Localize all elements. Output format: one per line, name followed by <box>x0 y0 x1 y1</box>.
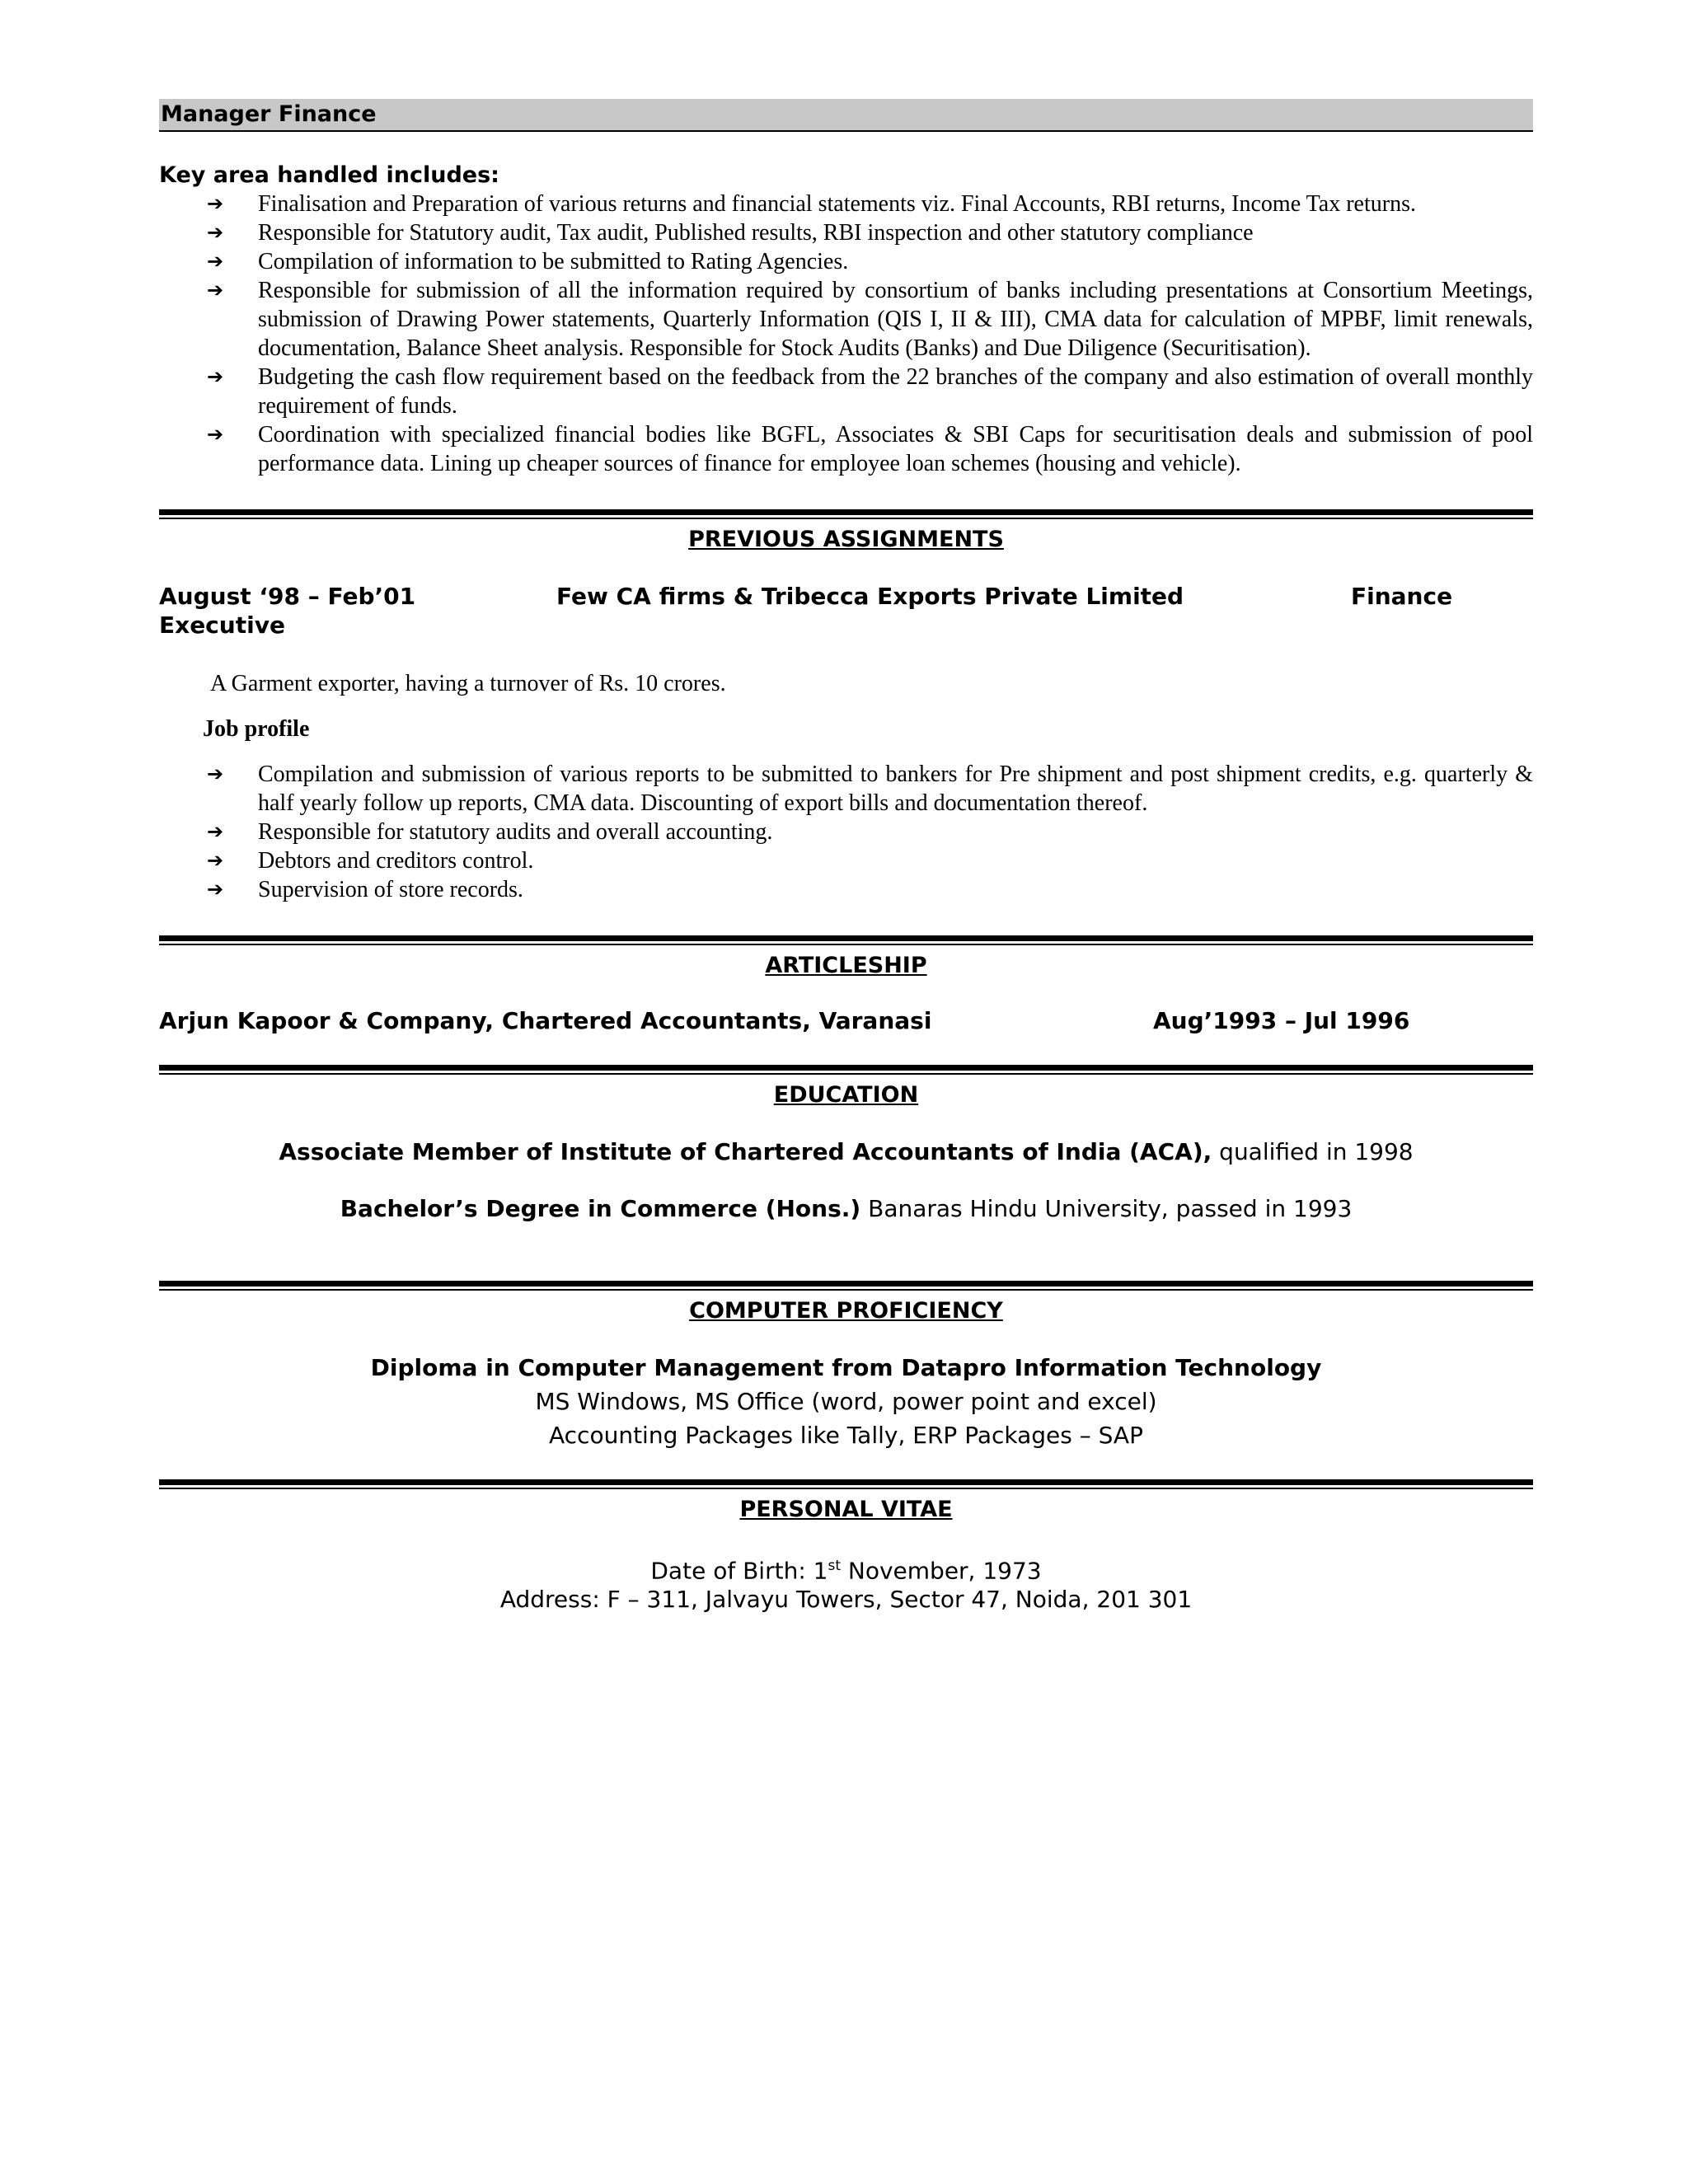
list-item: ➔ Supervision of store records. <box>207 877 523 902</box>
job-title-line2: Executive <box>159 612 285 639</box>
arrow-right-icon: ➔ <box>207 279 224 302</box>
previous-assignments-heading: PREVIOUS ASSIGNMENTS <box>688 527 1004 552</box>
arrow-right-icon: ➔ <box>207 365 224 388</box>
key-area-heading: Key area handled includes: <box>159 162 499 188</box>
computer-line3: Accounting Packages like Tally, ERP Packages – SAP <box>549 1422 1143 1449</box>
arrow-right-icon: ➔ <box>207 762 224 785</box>
job-profile-label: Job profile <box>203 716 310 742</box>
job-title-line1: Finance <box>1351 583 1453 610</box>
list-item: ➔ Responsible for submission of all the information required by consortium of banks including presentations at Consortium Meetings, submission of Drawing Power statements, Quarterly Information (QIS I, II & III), CMA data for calculation of MPBF, limit renewals, documentation, Balance Sheet analysis. Responsible for Stock Audits (Banks) and Due Diligence (Securitisation). <box>207 278 1533 361</box>
job-company: Few CA firms & Tribecca Exports Private Limited <box>556 583 1184 610</box>
resume-page <box>159 99 1533 1614</box>
company-description: A Garment exporter, having a turnover of Rs. 10 crores. <box>210 671 726 696</box>
arrow-right-icon: ➔ <box>207 878 224 901</box>
list-item: ➔ Coordination with specialized financial bodies like BGFL, Associates & SBI Caps for securitisation deals and submission of pool performance data. Lining up cheaper sources of finance for employee loan schemes (housing and vehicle). <box>207 422 1533 476</box>
articleship-period: Aug’1993 – Jul 1996 <box>1153 1007 1410 1034</box>
articleship-row <box>159 1006 1533 1035</box>
arrow-right-icon: ➔ <box>207 423 224 446</box>
education-aca: Associate Member of Institute of Chartered Accountants of India (ACA), qualified in 1998 <box>279 1138 1414 1165</box>
computer-heading: COMPUTER PROFICIENCY <box>689 1298 1003 1324</box>
articleship-firm: Arjun Kapoor & Company, Chartered Accountants, Varanasi <box>159 1007 932 1034</box>
key-area-list <box>159 190 1533 478</box>
education-bcom: Bachelor’s Degree in Commerce (Hons.) Banaras Hindu University, passed in 1993 <box>340 1195 1353 1222</box>
arrow-right-icon: ➔ <box>207 192 224 215</box>
list-item: ➔ Debtors and creditors control. <box>207 848 534 874</box>
section-divider <box>159 1065 1533 1075</box>
list-item: ➔ Compilation and submission of various reports to be submitted to bankers for Pre shipment and post shipment credits, e.g. quarterly & half yearly follow up reports, CMA data. Discounting of export bills and documentation thereof. <box>207 762 1533 816</box>
section-divider <box>159 935 1533 945</box>
list-item: ➔ Responsible for statutory audits and overall accounting. <box>207 819 773 845</box>
section-divider <box>159 509 1533 519</box>
section-divider <box>159 1281 1533 1291</box>
job-profile-list <box>159 760 1533 904</box>
list-item: ➔ Compilation of information to be submitted to Rating Agencies. <box>207 249 849 274</box>
personal-address: Address: F – 311, Jalvayu Towers, Sector 47, Noida, 201 301 <box>499 1586 1193 1614</box>
job-dates: August ‘98 – Feb’01 <box>159 583 416 610</box>
arrow-right-icon: ➔ <box>207 221 224 244</box>
list-item: ➔ Responsible for Statutory audit, Tax audit, Published results, RBI inspection and other statutory compliance <box>207 220 1254 246</box>
personal-dob: Date of Birth: 1st November, 1973 <box>650 1557 1042 1585</box>
list-item: ➔ Budgeting the cash flow requirement based on the feedback from the 22 branches of the company and also estimation of overall monthly requirement of funds. <box>207 364 1533 419</box>
list-item: ➔ Finalisation and Preparation of various returns and financial statements viz. Final Accounts, RBI returns, Income Tax returns. <box>207 191 1416 217</box>
computer-diploma: Diploma in Computer Management from Datapro Information Technology <box>370 1354 1322 1381</box>
education-heading: EDUCATION <box>773 1082 919 1108</box>
computer-line2: MS Windows, MS Office (word, power point and excel) <box>535 1388 1157 1415</box>
job-header <box>159 582 1533 640</box>
section-divider <box>159 1479 1533 1489</box>
arrow-right-icon: ➔ <box>207 250 224 273</box>
arrow-right-icon: ➔ <box>207 849 224 872</box>
arrow-right-icon: ➔ <box>207 820 224 843</box>
articleship-heading: ARTICLESHIP <box>765 953 927 978</box>
role-title: Manager Finance <box>159 99 1533 132</box>
personal-heading: PERSONAL VITAE <box>739 1497 953 1522</box>
